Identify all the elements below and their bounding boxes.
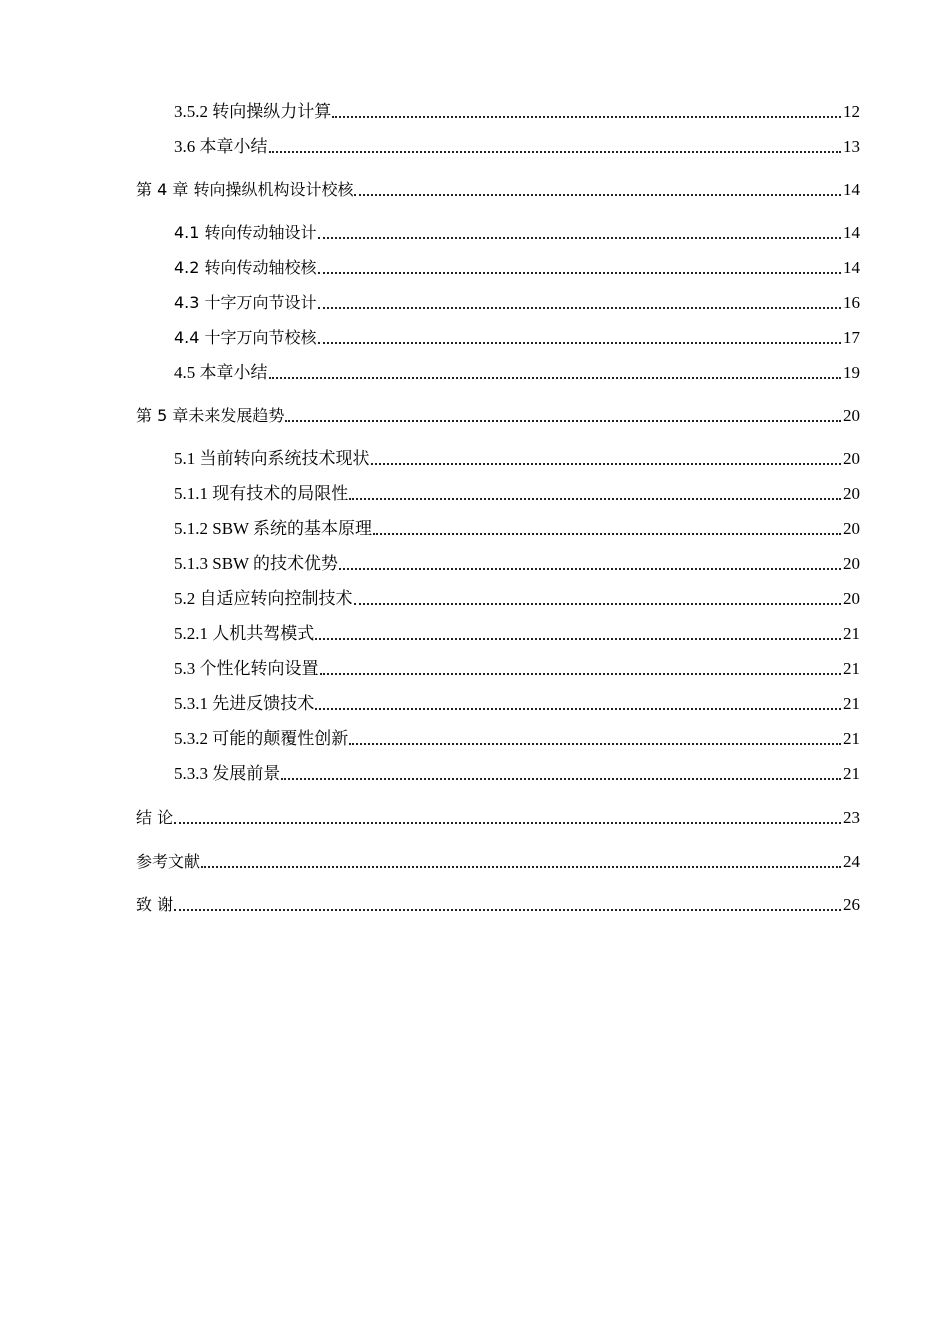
toc-entry[interactable] xyxy=(174,132,860,158)
toc-entry[interactable] xyxy=(174,288,860,314)
toc-entry-page: 16 xyxy=(843,293,860,312)
toc-dot-leader xyxy=(201,866,841,868)
toc-entry-title: 3.5.2 转向操纵力计算 xyxy=(174,102,332,121)
toc-dot-leader xyxy=(354,194,841,196)
toc-entry-title: 4.1 转向传动轴设计 xyxy=(174,223,317,242)
toc-entry-title: 第 4 章 转向操纵机构设计校核 xyxy=(136,180,354,199)
toc-dot-leader xyxy=(315,708,841,710)
toc-entry[interactable] xyxy=(174,514,860,540)
toc-chapter-entry[interactable] xyxy=(136,890,860,916)
toc-entry-title: 5.2 自适应转向控制技术 xyxy=(174,589,353,608)
toc-entry-title: 致 谢 xyxy=(136,895,174,914)
toc-entry-title: 3.6 本章小结 xyxy=(174,137,268,156)
toc-entry-title: 4.2 转向传动轴校核 xyxy=(174,258,317,277)
toc-dot-leader xyxy=(349,498,841,500)
toc-entry[interactable] xyxy=(174,358,860,384)
toc-entry-page: 13 xyxy=(843,137,860,156)
toc-entry-title: 5.1.1 现有技术的局限性 xyxy=(174,484,349,503)
toc-entry-title: 5.3.3 发展前景 xyxy=(174,764,281,783)
toc-entry-title: 第 5 章未来发展趋势 xyxy=(136,406,285,425)
toc-entry-title: 5.1.2 SBW 系统的基本原理 xyxy=(174,519,373,538)
toc-entry-title: 5.1 当前转向系统技术现状 xyxy=(174,449,370,468)
toc-entry[interactable] xyxy=(174,584,860,610)
toc-entry-title: 结 论 xyxy=(136,808,174,827)
toc-dot-leader xyxy=(339,568,841,570)
toc-entry-title: 4.5 本章小结 xyxy=(174,363,268,382)
toc-entry[interactable] xyxy=(174,253,860,279)
toc-dot-leader xyxy=(269,151,842,153)
toc-dot-leader xyxy=(315,638,841,640)
toc-entry-page: 20 xyxy=(843,589,860,608)
toc-entry[interactable] xyxy=(174,97,860,123)
toc-chapter-entry[interactable] xyxy=(136,847,860,873)
toc-entry-page: 21 xyxy=(843,659,860,678)
toc-dot-leader xyxy=(318,342,841,344)
toc-entry-page: 21 xyxy=(843,764,860,783)
toc-dot-leader xyxy=(373,533,841,535)
toc-entry-page: 23 xyxy=(843,808,860,827)
toc-entry-title: 5.3.1 先进反馈技术 xyxy=(174,694,315,713)
toc-entry-page: 14 xyxy=(843,258,860,277)
toc-entry-page: 20 xyxy=(843,484,860,503)
toc-entry-title: 5.1.3 SBW 的技术优势 xyxy=(174,554,339,573)
toc-dot-leader xyxy=(354,603,842,605)
toc-entry-page: 12 xyxy=(843,102,860,121)
toc-entry-title: 4.3 十字万向节设计 xyxy=(174,293,317,312)
toc-entry-page: 14 xyxy=(843,223,860,242)
toc-entry-page: 21 xyxy=(843,624,860,643)
toc-entry-page: 26 xyxy=(843,895,860,914)
toc-dot-leader xyxy=(285,420,841,422)
toc-dot-leader xyxy=(332,116,841,118)
toc-entry-page: 19 xyxy=(843,363,860,382)
toc-entry-title: 参考文献 xyxy=(136,852,201,871)
toc-entry-title: 5.2.1 人机共驾模式 xyxy=(174,624,315,643)
toc-chapter-entry[interactable] xyxy=(136,401,860,427)
toc-entry-page: 24 xyxy=(843,852,860,871)
toc-dot-leader xyxy=(371,463,842,465)
toc-entry-page: 21 xyxy=(843,694,860,713)
toc-dot-leader xyxy=(174,909,841,911)
toc-entry[interactable] xyxy=(174,218,860,244)
toc-dot-leader xyxy=(281,778,841,780)
toc-dot-leader xyxy=(318,237,841,239)
toc-entry[interactable] xyxy=(174,323,860,349)
toc-dot-leader xyxy=(349,743,841,745)
toc-entry[interactable] xyxy=(174,549,860,575)
toc-entry-page: 20 xyxy=(843,406,860,425)
toc-entry-page: 20 xyxy=(843,449,860,468)
toc-entry-page: 14 xyxy=(843,180,860,199)
toc-chapter-entry[interactable] xyxy=(136,803,860,829)
toc-entry[interactable] xyxy=(174,654,860,680)
toc-entry[interactable] xyxy=(174,689,860,715)
toc-entry[interactable] xyxy=(174,444,860,470)
toc-entry-title: 5.3.2 可能的颠覆性创新 xyxy=(174,729,349,748)
toc-dot-leader xyxy=(320,673,842,675)
toc-entry[interactable] xyxy=(174,759,860,785)
toc-entry[interactable] xyxy=(174,724,860,750)
toc-dot-leader xyxy=(318,272,841,274)
toc-entry-title: 4.4 十字万向节校核 xyxy=(174,328,317,347)
toc-entry-page: 20 xyxy=(843,554,860,573)
toc-entry-title: 5.3 个性化转向设置 xyxy=(174,659,319,678)
toc-entry-page: 20 xyxy=(843,519,860,538)
toc-dot-leader xyxy=(318,307,841,309)
toc-chapter-entry[interactable] xyxy=(136,175,860,201)
toc-dot-leader xyxy=(174,822,841,824)
toc-entry[interactable] xyxy=(174,479,860,505)
toc-entry[interactable] xyxy=(174,619,860,645)
toc-entry-page: 21 xyxy=(843,729,860,748)
toc-dot-leader xyxy=(269,377,842,379)
toc-entry-page: 17 xyxy=(843,328,860,347)
